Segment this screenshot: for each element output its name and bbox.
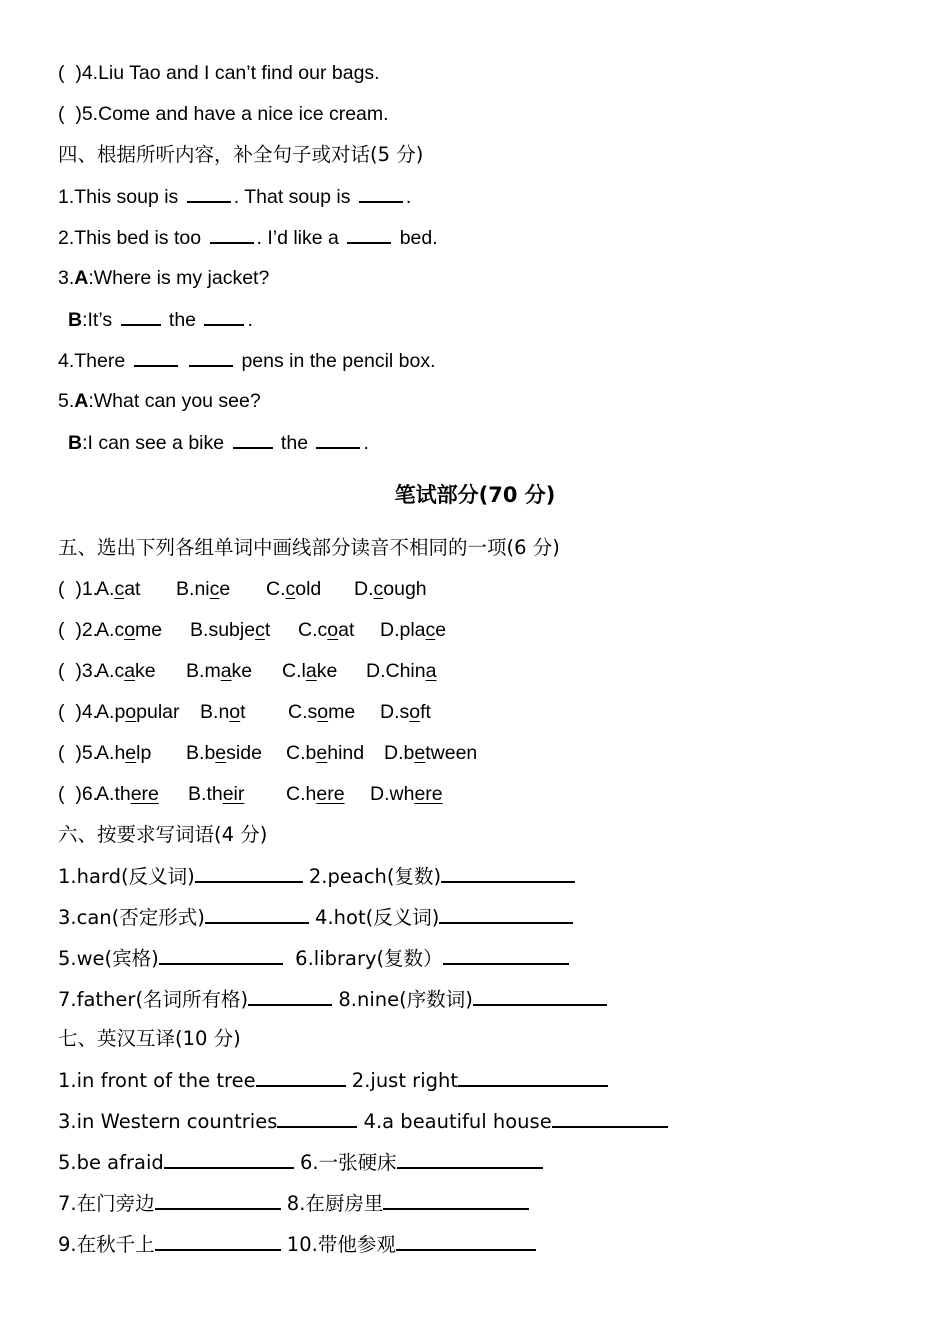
task-label: 4.hot(反义词): [308, 906, 440, 929]
text: pens in the pencil box.: [236, 350, 436, 372]
task-label: 1.hard(反义词): [58, 865, 195, 888]
question-number: 4.: [81, 701, 99, 723]
option-letter: D.: [384, 742, 404, 764]
phonics-question: [58, 576, 658, 602]
answer-blank[interactable]: [473, 986, 607, 1006]
answer-bracket[interactable]: ( ): [58, 701, 82, 723]
text: . That soup is: [233, 186, 356, 208]
option-letter: C.: [298, 619, 318, 641]
text: . I’d like a: [256, 227, 345, 249]
question-3-5: ( )5.Come and have a nice ice cream.: [58, 103, 389, 125]
written-part-title: 笔试部分(70 分): [394, 483, 556, 507]
answer-blank[interactable]: [204, 306, 244, 326]
option: [298, 617, 354, 643]
translation-task: [58, 1108, 668, 1134]
option: [286, 740, 364, 766]
underlined-part: e: [125, 742, 137, 764]
underlined-part: o: [317, 701, 329, 723]
task-label: 3.in Western countries: [58, 1110, 278, 1133]
question-number: 2.: [81, 619, 99, 641]
phonics-question: [58, 617, 658, 643]
underlined-part: c: [373, 578, 384, 600]
option: [188, 781, 244, 807]
option: [286, 781, 345, 807]
option: [96, 740, 151, 766]
option-letter: C.: [286, 783, 306, 805]
translation-task: [58, 1067, 608, 1093]
answer-blank[interactable]: [189, 347, 233, 367]
option-letter: C.: [286, 742, 306, 764]
option-letter: A.: [96, 619, 115, 641]
answer-blank[interactable]: [256, 1067, 346, 1087]
option: [266, 576, 321, 602]
phonics-question: [58, 781, 658, 807]
word-part: ough: [383, 578, 427, 600]
word-part: s: [399, 701, 410, 723]
word-part: h: [305, 783, 317, 805]
word-part: e: [435, 619, 447, 641]
option: [96, 699, 180, 725]
option: [186, 658, 252, 684]
underlined-part: c: [285, 578, 296, 600]
task-label: 4.a beautiful house: [357, 1110, 552, 1133]
answer-bracket[interactable]: ( ): [58, 578, 82, 600]
word-part: b: [204, 742, 216, 764]
option: [282, 658, 337, 684]
question-number: 1.: [81, 578, 99, 600]
answer-blank[interactable]: [552, 1108, 668, 1128]
word-part: ft: [420, 701, 431, 723]
option-letter: A.: [96, 742, 115, 764]
option-letter: A.: [96, 660, 115, 682]
option-letter: D.: [366, 660, 386, 682]
underlined-part: ere: [414, 783, 443, 805]
word-part: old: [295, 578, 322, 600]
answer-blank[interactable]: [383, 1190, 529, 1210]
word-part: ke: [231, 660, 253, 682]
word-part: th: [114, 783, 131, 805]
answer-blank[interactable]: [164, 1149, 294, 1169]
text: bed.: [394, 227, 438, 249]
word-part: at: [338, 619, 355, 641]
word-part: c: [114, 619, 125, 641]
word-part: t: [264, 619, 271, 641]
text: .: [405, 186, 412, 208]
task-label: 8.nine(序数词): [332, 988, 473, 1011]
word-task: [58, 904, 573, 930]
option: [380, 699, 431, 725]
option-letter: A.: [96, 783, 115, 805]
task-label: 6.library(复数）: [282, 947, 443, 970]
word-part: c: [114, 660, 125, 682]
word-part: h: [114, 742, 126, 764]
option: [186, 740, 262, 766]
word-part: at: [124, 578, 141, 600]
text: the: [275, 432, 314, 454]
text: the: [163, 309, 202, 331]
option: [380, 617, 446, 643]
task-label: 9.在秋千上: [58, 1233, 155, 1256]
underlined-part: a: [425, 660, 437, 682]
word-part: me: [135, 619, 163, 641]
answer-blank[interactable]: [155, 1231, 281, 1251]
text: .: [363, 432, 369, 454]
answer-blank[interactable]: [443, 945, 569, 965]
question-4-4: [58, 347, 436, 373]
option-letter: B.: [186, 660, 205, 682]
answer-blank[interactable]: [210, 224, 254, 244]
answer-bracket[interactable]: ( ): [58, 783, 82, 805]
underlined-part: c: [255, 619, 265, 641]
question-3-4: ( )4.Liu Tao and I can’t find our bags.: [58, 62, 380, 84]
option-letter: D.: [380, 701, 400, 723]
underlined-part: o: [409, 701, 421, 723]
speaker-label: A: [74, 390, 89, 412]
answer-blank[interactable]: [396, 1231, 536, 1251]
task-label: 5.be afraid: [58, 1151, 164, 1174]
word-part: ke: [135, 660, 156, 682]
task-label: 7.在门旁边: [58, 1192, 155, 1215]
word-part: s: [307, 701, 318, 723]
question-4-2: [58, 224, 438, 250]
word-part: pular: [136, 701, 180, 723]
answer-blank[interactable]: [439, 904, 573, 924]
text: 1.This soup is: [58, 186, 184, 208]
translation-task: [58, 1190, 529, 1216]
underlined-part: e: [414, 742, 426, 764]
answer-blank[interactable]: [458, 1067, 608, 1087]
word-part: lp: [136, 742, 152, 764]
speaker-label: A: [74, 267, 89, 289]
option: [200, 699, 246, 725]
translation-task: [58, 1149, 543, 1175]
word-task: [58, 986, 607, 1012]
underlined-part: a: [220, 660, 232, 682]
option-letter: D.: [354, 578, 374, 600]
answer-blank[interactable]: [233, 429, 273, 449]
underlined-part: eir: [222, 783, 245, 805]
text: :What can you see?: [88, 390, 261, 412]
task-label: 5.we(宾格): [58, 947, 159, 970]
option-letter: B.: [186, 742, 205, 764]
word-part: t: [240, 701, 246, 723]
word-part: side: [226, 742, 262, 764]
underlined-part: c: [114, 578, 125, 600]
word-part: pla: [399, 619, 426, 641]
answer-blank[interactable]: [316, 429, 360, 449]
underlined-part: o: [327, 619, 339, 641]
answer-bracket[interactable]: ( ): [58, 660, 82, 682]
word-part: b: [305, 742, 317, 764]
underlined-part: e: [316, 742, 328, 764]
word-task: [58, 945, 569, 971]
task-label: 3.can(否定形式): [58, 906, 205, 929]
word-part: b: [403, 742, 415, 764]
word-part: th: [206, 783, 223, 805]
translation-task: [58, 1231, 536, 1257]
task-label: 2.peach(复数): [302, 865, 442, 888]
underlined-part: c: [209, 578, 220, 600]
word-part: m: [204, 660, 221, 682]
text: 3.: [58, 267, 75, 289]
phonics-question: [58, 699, 658, 725]
answer-bracket[interactable]: ( ): [58, 742, 82, 764]
answer-blank[interactable]: [134, 347, 178, 367]
option: [96, 781, 159, 807]
answer-blank[interactable]: [359, 183, 403, 203]
task-label: 7.father(名词所有格): [58, 988, 249, 1011]
word-part: c: [317, 619, 328, 641]
answer-blank[interactable]: [159, 945, 283, 965]
question-number: 5.: [81, 742, 99, 764]
speaker-label: B: [68, 309, 83, 331]
answer-bracket[interactable]: ( ): [58, 619, 82, 641]
answer-blank[interactable]: [195, 863, 303, 883]
question-4-3a: [58, 265, 269, 291]
text: .: [247, 309, 253, 331]
option: [354, 576, 427, 602]
answer-blank[interactable]: [187, 183, 231, 203]
task-label: 8.在厨房里: [280, 1192, 384, 1215]
option: [288, 699, 355, 725]
speaker-label: B: [68, 432, 83, 454]
word-part: tween: [425, 742, 478, 764]
word-part: n: [218, 701, 230, 723]
option-letter: B.: [176, 578, 195, 600]
answer-blank[interactable]: [347, 224, 391, 244]
phonics-question: [58, 740, 658, 766]
word-part: me: [328, 701, 356, 723]
option-letter: B.: [200, 701, 219, 723]
question-4-3b: [68, 306, 253, 332]
task-label: 6.一张硬床: [293, 1151, 397, 1174]
answer-blank[interactable]: [248, 986, 332, 1006]
question-4-1: [58, 183, 411, 209]
option-letter: C.: [282, 660, 302, 682]
question-number: 3.: [81, 660, 99, 682]
option: [96, 658, 156, 684]
word-part: p: [114, 701, 126, 723]
text: 2.This bed is too: [58, 227, 207, 249]
option-letter: A.: [96, 578, 115, 600]
option-letter: C.: [266, 578, 286, 600]
phonics-question: [58, 658, 658, 684]
option-letter: A.: [96, 701, 115, 723]
word-part: l: [301, 660, 306, 682]
question-4-5b: [68, 429, 369, 455]
section-4-heading: 四、根据所听内容，补全句子或对话(5 分): [58, 143, 424, 166]
word-task: [58, 863, 575, 889]
underlined-part: c: [425, 619, 436, 641]
option: [96, 617, 162, 643]
question-number: 6.: [81, 783, 99, 805]
underlined-part: a: [305, 660, 317, 682]
word-part: hind: [327, 742, 365, 764]
answer-blank[interactable]: [155, 1190, 281, 1210]
text: :I can see a bike: [82, 432, 230, 454]
option-letter: C.: [288, 701, 308, 723]
word-part: e: [219, 578, 231, 600]
task-label: 1.in front of the tree: [58, 1069, 256, 1092]
option: [96, 576, 140, 602]
answer-blank[interactable]: [121, 306, 161, 326]
text: [181, 350, 186, 372]
answer-blank[interactable]: [441, 863, 575, 883]
answer-blank[interactable]: [205, 904, 309, 924]
word-part: Chin: [385, 660, 426, 682]
option: [176, 576, 230, 602]
task-label: 2.just right: [345, 1069, 458, 1092]
section-5-heading: 五、选出下列各组单词中画线部分读音不相同的一项(6 分): [58, 536, 560, 559]
option-letter: B.: [190, 619, 209, 641]
underlined-part: a: [124, 660, 136, 682]
question-4-5a: [58, 388, 261, 414]
word-part: subje: [208, 619, 256, 641]
option-letter: D.: [380, 619, 400, 641]
task-label: 10.带他参观: [280, 1233, 396, 1256]
answer-blank[interactable]: [397, 1149, 543, 1169]
section-6-heading: 六、按要求写词语(4 分): [58, 823, 268, 846]
underlined-part: o: [229, 701, 241, 723]
underlined-part: ere: [130, 783, 159, 805]
text: :Where is my jacket?: [88, 267, 270, 289]
word-part: ke: [316, 660, 338, 682]
option-letter: B.: [188, 783, 207, 805]
underlined-part: o: [124, 619, 136, 641]
text: 4.There: [58, 350, 131, 372]
word-part: wh: [389, 783, 415, 805]
section-7-heading: 七、英汉互译(10 分): [58, 1027, 241, 1050]
text: 5.: [58, 390, 75, 412]
option: [370, 781, 443, 807]
word-part: ni: [194, 578, 210, 600]
option: [190, 617, 270, 643]
option-letter: D.: [370, 783, 390, 805]
option: [384, 740, 477, 766]
text: :It’s: [82, 309, 118, 331]
underlined-part: o: [125, 701, 137, 723]
underlined-part: ere: [316, 783, 345, 805]
underlined-part: e: [215, 742, 227, 764]
answer-blank[interactable]: [277, 1108, 357, 1128]
option: [366, 658, 436, 684]
